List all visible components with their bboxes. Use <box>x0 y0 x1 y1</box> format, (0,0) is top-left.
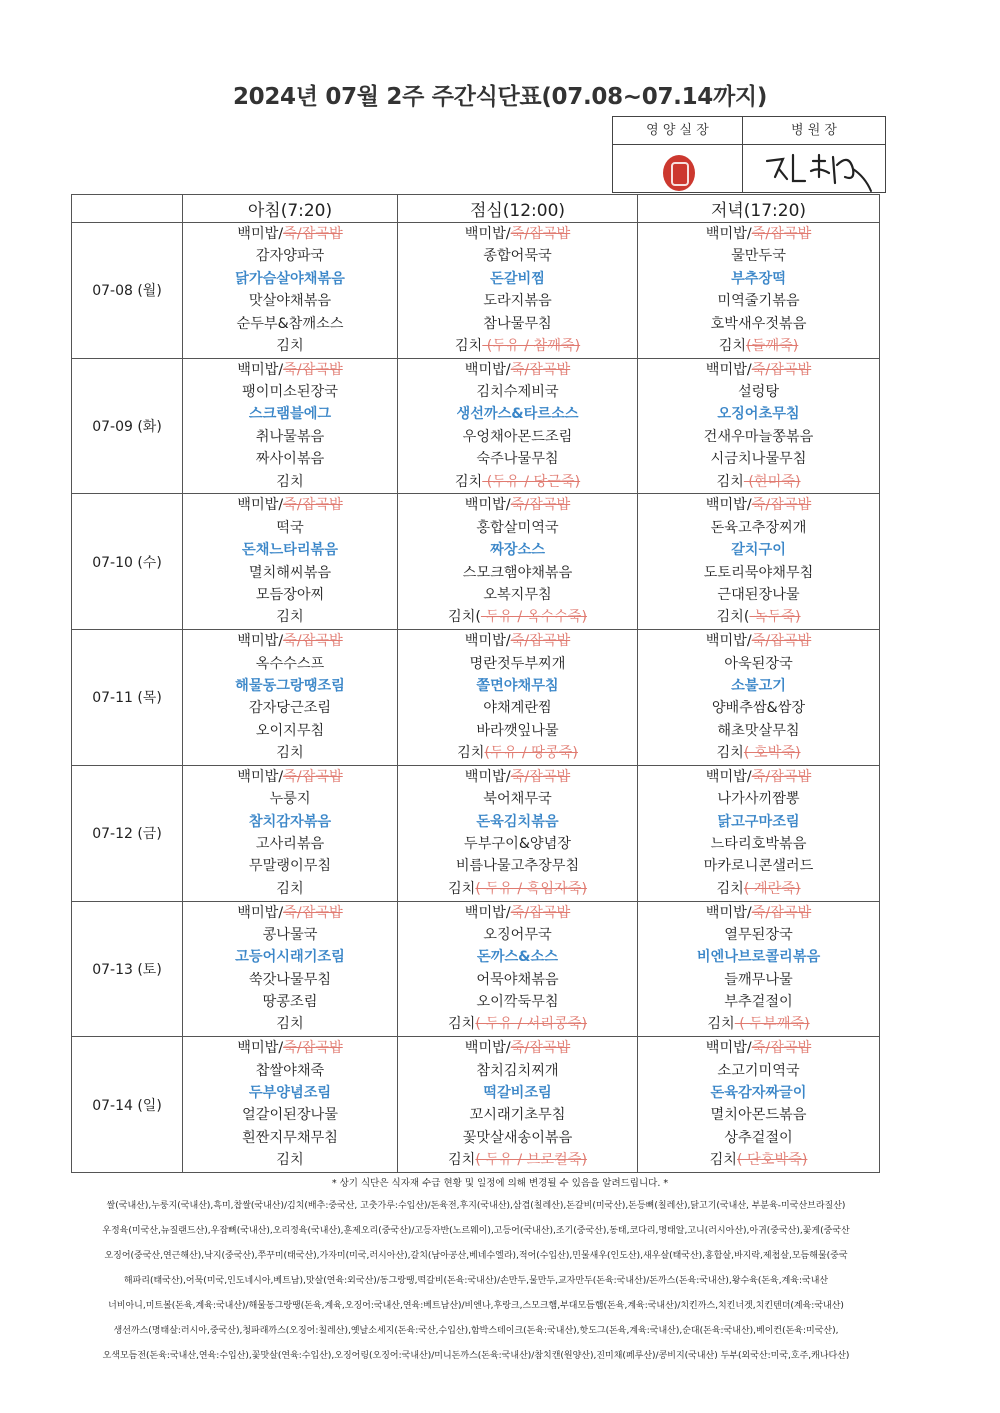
main-dish: 참치감자볶음 <box>248 813 332 830</box>
rice-crossed-note: 죽/잡곡밥 <box>751 904 812 921</box>
rice-line <box>398 494 637 516</box>
rice-label: 백미밥/ <box>464 904 511 921</box>
kimchi-line <box>638 1013 879 1035</box>
origin-line: 쌀(국내산),누룽지(국내산),흑미,찹쌀(국내산)/김치(배추:중국산, 고춧가루:수입산)/돈육전,후지(국내산),삼겹(칠레산),돈갈비(미국산),돈등뼈(칠레산),닭고기(국내산, 부분육-미국산브라질산) <box>106 1201 846 1211</box>
porridge-crossed-note: ( 단호박죽) <box>737 1152 808 1169</box>
menu-cell-breakfast <box>183 765 398 901</box>
kimchi-line <box>183 335 397 357</box>
menu-row <box>72 765 880 901</box>
rice-crossed-note: 죽/잡곡밥 <box>510 904 571 921</box>
kimchi-line <box>638 742 879 764</box>
origin-line: 해파리(태국산),어묵(미국,인도네시아,베트남),맛살(연육:외국산)/동그랑땡,떡갈비(돈육:국내산)/손만두,물만두,교자만두(돈육:국내산)/돈까스(돈육:국내산),왕수육(돈육,계육:국내산 <box>123 1276 829 1286</box>
main-dish: 소불고기 <box>731 677 786 694</box>
dish-item: 오이지무침 <box>255 722 325 739</box>
rice-line <box>638 359 879 381</box>
menu-cell-dinner <box>638 358 880 494</box>
director-signature-box <box>743 145 885 192</box>
kimchi-line <box>398 1013 637 1035</box>
change-notice: * 상기 식단은 식자재 수급 현황 및 일정에 의해 변경될 수 있음을 알려드립니다. * <box>331 1178 669 1189</box>
kimchi-label: 김치 <box>276 473 304 490</box>
rice-label: 백미밥/ <box>705 497 752 514</box>
main-dish: 부추장떡 <box>731 270 786 287</box>
dish-item: 참치김치찌개 <box>476 1062 559 1079</box>
main-dish: 돈까스&소스 <box>477 949 558 966</box>
dish-item: 들깨무나물 <box>724 971 793 988</box>
menu-cell-dinner <box>638 494 880 630</box>
menu-body <box>72 223 880 1173</box>
dish-item: 김치수제비국 <box>476 384 559 401</box>
dish-item: 북어채무국 <box>483 791 552 808</box>
menu-cell-breakfast <box>183 1037 398 1173</box>
dish-item: 떡국 <box>276 519 304 536</box>
main-dish: 돈채느타리볶음 <box>242 542 338 559</box>
rice-label: 백미밥/ <box>464 633 511 650</box>
menu-cell-breakfast <box>183 630 398 766</box>
kimchi-label: 김치 <box>454 473 483 490</box>
dish-item: 모듬장아찌 <box>255 586 325 603</box>
kimchi-label: 김치 <box>276 1016 304 1033</box>
page-title: 2024년 07월 2주 주간식단표(07.08~07.14까지) <box>232 84 768 110</box>
rice-line <box>183 766 397 788</box>
rice-line <box>638 223 879 245</box>
rice-label: 백미밥/ <box>237 497 284 514</box>
kimchi-label: 김치 <box>716 473 744 490</box>
dish-item: 해초맛살무침 <box>717 722 800 739</box>
dish-item: 아욱된장국 <box>724 655 793 672</box>
rice-line <box>183 1037 397 1059</box>
rice-crossed-note: 죽/잡곡밥 <box>751 226 812 242</box>
menu-cell-breakfast <box>183 223 398 359</box>
kimchi-label: 김치 <box>276 609 304 626</box>
rice-line <box>398 1037 637 1059</box>
origin-line: 우정육(미국산,뉴질랜드산),우잡뼈(국내산),오리정육(국내산),훈제오리(중국산)/고등자반(노르웨이),고등어(국내산),조기(중국산),동태,코다리,명태알,고니(러시아산),아귀(중국산),꽃게(중국산 <box>102 1226 850 1236</box>
menu-header-row <box>72 195 880 223</box>
kimchi-line <box>398 878 637 900</box>
menu-row <box>72 223 880 359</box>
main-dish: 오징어초무침 <box>717 406 800 423</box>
menu-cell-lunch <box>398 1037 638 1173</box>
dish-item: 느타리호박볶음 <box>710 835 807 852</box>
rice-crossed-note: 죽/잡곡밥 <box>510 497 571 514</box>
dish-item: 오징어무국 <box>483 926 552 943</box>
dish-item: 콩나물국 <box>262 926 318 943</box>
rice-label: 백미밥/ <box>464 1040 511 1057</box>
main-dish: 짜장소스 <box>490 542 545 559</box>
kimchi-line <box>638 878 879 900</box>
approval-nutrition-head-label: 영 양 실 장 <box>613 117 743 145</box>
menu-row <box>72 1037 880 1173</box>
dish-item: 호박새우젓볶음 <box>710 315 807 332</box>
menu-cell-lunch <box>398 494 638 630</box>
kimchi-line <box>638 335 879 357</box>
kimchi-label: 김치 <box>716 880 744 897</box>
kimchi-line <box>183 742 397 764</box>
rice-line <box>398 223 637 245</box>
menu-cell-lunch <box>398 765 638 901</box>
rice-line <box>183 359 397 381</box>
menu-cell-dinner <box>638 223 880 359</box>
dish-item: 참나물무침 <box>483 315 552 332</box>
menu-date: 07-12 (금) <box>72 765 183 901</box>
porridge-crossed-note: ( 호박죽) <box>743 745 801 762</box>
menu-cell-breakfast <box>183 901 398 1037</box>
origin-line: 너비아니,미트볼(돈육,계육:국내산)/해물동그랑땡(돈육,계육,오징어:국내산,연육:베트남산)/비엔나,후랑크,스모크햄,부대모듬햄(돈육,계육:국내산)/치킨까스,치킨너겟,치킨텐더(계육:국내산) <box>108 1301 844 1311</box>
porridge-crossed-note: (들깨죽) <box>746 337 799 354</box>
dish-item: 야채계란찜 <box>483 700 552 717</box>
rice-label: 백미밥/ <box>237 361 284 378</box>
rice-crossed-note: 죽/잡곡밥 <box>283 1040 343 1057</box>
weekly-menu-table <box>71 194 880 1173</box>
porridge-crossed-note: (두유 / 당근죽) <box>482 473 581 490</box>
rice-crossed-note: 죽/잡곡밥 <box>283 226 343 242</box>
dish-item: 건새우마늘쫑볶음 <box>703 428 814 445</box>
handwritten-signature <box>753 147 883 197</box>
rice-crossed-note: 죽/잡곡밥 <box>751 497 812 514</box>
kimchi-line <box>638 471 879 493</box>
dish-item: 오이깍둑무침 <box>476 994 559 1011</box>
rice-crossed-note: 죽/잡곡밥 <box>751 768 812 785</box>
dish-item: 팽이미소된장국 <box>242 384 338 401</box>
kimchi-line <box>398 606 637 628</box>
kimchi-label: 김치 <box>276 745 304 762</box>
rice-label: 백미밥/ <box>705 226 752 242</box>
rice-crossed-note: 죽/잡곡밥 <box>510 226 571 242</box>
rice-line <box>183 630 397 652</box>
dish-item: 소고기미역국 <box>717 1062 800 1079</box>
main-dish: 생선까스&타르소스 <box>456 406 579 423</box>
menu-cell-dinner <box>638 630 880 766</box>
menu-cell-dinner <box>638 1037 880 1173</box>
dish-item: 맛살야채볶음 <box>248 293 332 310</box>
dish-item: 스모크햄야채볶음 <box>462 564 573 581</box>
rice-label: 백미밥/ <box>705 768 752 785</box>
rice-label: 백미밥/ <box>705 361 752 378</box>
dish-item: 멸치해씨볶음 <box>248 564 332 581</box>
porridge-crossed-note: ( 두유 / 흑임자죽) <box>475 880 588 897</box>
dish-item: 옥수수스프 <box>255 655 325 672</box>
main-dish: 돈갈비찜 <box>490 270 545 287</box>
rice-line <box>183 494 397 516</box>
approval-director-label: 병 원 장 <box>743 117 885 145</box>
rice-label: 백미밥/ <box>237 768 284 785</box>
main-dish: 비엔나브로콜리볶음 <box>696 949 821 966</box>
dish-item: 미역줄기볶음 <box>717 293 800 310</box>
menu-date: 07-13 (토) <box>72 901 183 1037</box>
rice-label: 백미밥/ <box>464 497 511 514</box>
rice-label: 백미밥/ <box>237 904 284 921</box>
dish-item: 꼬시래기초무침 <box>469 1107 566 1124</box>
rice-crossed-note: 죽/잡곡밥 <box>283 361 343 378</box>
rice-line <box>638 766 879 788</box>
kimchi-label: 김치 <box>454 337 483 354</box>
menu-row <box>72 901 880 1037</box>
kimchi-line <box>398 471 637 493</box>
rice-label: 백미밥/ <box>237 633 284 650</box>
porridge-crossed-note: 녹두죽) <box>749 609 801 626</box>
header-lunch: 점심(12:00) <box>398 195 638 223</box>
menu-date: 07-08 (월) <box>72 223 183 359</box>
origin-line: 오색모듬전(돈육:국내산,연육:수입산),꽃맛살(연육:수입산),오징어링(오징어:국내산)/미니돈까스(돈육:국내산)/참치캔(원양산),진미채(페루산)/콩비지(국내산) 두부(외국산:미국,호주,캐나다산) <box>102 1351 850 1361</box>
dish-item: 명란젓두부찌개 <box>469 655 566 672</box>
dish-item: 바라깻잎나물 <box>476 722 559 739</box>
menu-cell-breakfast <box>183 494 398 630</box>
kimchi-label: 김치( <box>716 609 750 626</box>
menu-cell-lunch <box>398 223 638 359</box>
dish-item: 누룽지 <box>269 791 311 808</box>
rice-label: 백미밥/ <box>464 226 511 242</box>
main-dish: 두부양념조림 <box>248 1085 332 1101</box>
kimchi-line <box>183 606 397 628</box>
kimchi-label: 김치 <box>276 337 304 354</box>
rice-crossed-note: 죽/잡곡밥 <box>510 633 571 650</box>
rice-label: 백미밥/ <box>237 226 284 242</box>
menu-cell-dinner <box>638 901 880 1037</box>
dish-item: 오복지무침 <box>483 586 552 603</box>
porridge-crossed-note: (두유 / 참깨죽) <box>482 337 581 354</box>
dish-item: 물만두국 <box>731 248 786 265</box>
kimchi-line <box>183 878 397 900</box>
porridge-crossed-note: ( 두유 / 서리콩죽) <box>475 1016 588 1033</box>
rice-label: 백미밥/ <box>237 1040 284 1057</box>
rice-line <box>398 359 637 381</box>
menu-cell-dinner <box>638 765 880 901</box>
porridge-crossed-note: ( 계란죽) <box>743 880 801 897</box>
kimchi-line <box>638 606 879 628</box>
rice-label: 백미밥/ <box>464 361 511 378</box>
rice-crossed-note: 죽/잡곡밥 <box>751 1040 812 1057</box>
dish-item: 두부구이&양념장 <box>464 835 571 852</box>
porridge-crossed-note: (현미죽) <box>743 473 801 490</box>
rice-line <box>638 630 879 652</box>
dish-item: 순두부&참깨소스 <box>236 315 344 332</box>
dish-item: 종합어묵국 <box>483 248 552 265</box>
dish-item: 나가사끼짬뽕 <box>717 791 800 808</box>
rice-crossed-note: 죽/잡곡밥 <box>510 1040 571 1057</box>
rice-crossed-note: 죽/잡곡밥 <box>510 361 571 378</box>
porridge-crossed-note: ( 두유 / 브로컬죽) <box>475 1152 588 1169</box>
kimchi-label: 김치 <box>709 1152 737 1169</box>
main-dish: 돈육감자짜글이 <box>710 1085 807 1101</box>
kimchi-line <box>398 742 637 764</box>
kimchi-label: 김치 <box>447 1016 476 1033</box>
dish-item: 감자양파국 <box>255 248 325 265</box>
main-dish: 닭가슴살야채볶음 <box>235 270 345 287</box>
nutrition-head-seal-box <box>613 145 743 192</box>
dish-item: 부추겉절이 <box>724 994 793 1011</box>
rice-line <box>398 630 637 652</box>
rice-crossed-note: 죽/잡곡밥 <box>751 633 812 650</box>
main-dish: 떡갈비조림 <box>483 1085 552 1101</box>
dish-item: 열무된장국 <box>724 926 793 943</box>
dish-item: 근대된장나물 <box>717 586 800 603</box>
kimchi-label: 김치 <box>276 880 304 897</box>
kimchi-line <box>183 471 397 493</box>
kimchi-line <box>183 1149 397 1171</box>
menu-cell-lunch <box>398 358 638 494</box>
dish-item: 흰짠지무채무침 <box>242 1129 338 1146</box>
porridge-crossed-note: (두유 / 땅콩죽) <box>484 745 578 762</box>
kimchi-line <box>398 1149 637 1171</box>
dish-item: 취나물볶음 <box>255 428 325 445</box>
dish-item: 감자당근조림 <box>248 700 332 717</box>
menu-row <box>72 630 880 766</box>
dish-item: 양배추쌈&쌈장 <box>711 700 806 717</box>
menu-date: 07-14 (일) <box>72 1037 183 1173</box>
dish-item: 어묵야채볶음 <box>476 971 559 988</box>
main-dish: 스크램블에그 <box>248 406 332 423</box>
approval-box <box>612 116 886 193</box>
kimchi-label: 김치 <box>716 745 744 762</box>
kimchi-label: 김치 <box>457 745 485 762</box>
menu-date: 07-11 (목) <box>72 630 183 766</box>
kimchi-line <box>638 1149 879 1171</box>
dish-item: 숙주나물무침 <box>476 451 559 468</box>
main-dish: 돈육김치볶음 <box>476 813 559 830</box>
kimchi-label: 김치 <box>447 880 476 897</box>
rice-label: 백미밥/ <box>464 768 511 785</box>
header-empty-cell <box>72 195 183 223</box>
dish-item: 얼갈이된장나물 <box>242 1107 338 1124</box>
menu-row <box>72 358 880 494</box>
rice-crossed-note: 죽/잡곡밥 <box>283 768 343 785</box>
dish-item: 꽃맛살새송이볶음 <box>462 1129 573 1146</box>
porridge-crossed-note: ( 두부깨죽) <box>734 1016 810 1033</box>
kimchi-line <box>183 1013 397 1035</box>
header-breakfast: 아침(7:20) <box>183 195 398 223</box>
rice-crossed-note: 죽/잡곡밥 <box>283 633 343 650</box>
menu-date: 07-09 (화) <box>72 358 183 494</box>
dish-item: 시금치나물무침 <box>710 451 807 468</box>
menu-cell-lunch <box>398 630 638 766</box>
dish-item: 고사리볶음 <box>255 835 325 852</box>
rice-line <box>183 223 397 245</box>
menu-cell-lunch <box>398 901 638 1037</box>
dish-item: 찹쌀야채죽 <box>255 1062 325 1079</box>
menu-row <box>72 494 880 630</box>
menu-cell-breakfast <box>183 358 398 494</box>
rice-crossed-note: 죽/잡곡밥 <box>751 361 812 378</box>
menu-date: 07-10 (수) <box>72 494 183 630</box>
rice-label: 백미밥/ <box>705 904 752 921</box>
dish-item: 짜사이볶음 <box>255 451 325 468</box>
dish-item: 우엉채아몬드조림 <box>462 428 573 445</box>
rice-label: 백미밥/ <box>705 633 752 650</box>
dish-item: 홍합살미역국 <box>476 519 559 536</box>
dish-item: 설렁탕 <box>737 384 780 401</box>
dish-item: 무말랭이무침 <box>248 858 332 875</box>
rice-crossed-note: 죽/잡곡밥 <box>283 497 343 514</box>
main-dish: 고등어시래기조림 <box>235 949 345 966</box>
origin-line: 오징어(중국산,연근해산),낙지(중국산),쭈꾸미(태국산),가자미(미국,러시아산),갈치(남아공산,베네수엘라),적어(수입산),민물새우(인도산),새우살(태국산),홍합살,바지락,제첩살,모듬해물(중국 <box>104 1251 848 1261</box>
kimchi-label: 김치 <box>718 337 747 354</box>
rice-line <box>398 766 637 788</box>
main-dish: 해물동그랑땡조림 <box>235 677 345 694</box>
dish-item: 돈육고추장찌개 <box>710 519 807 536</box>
rice-line <box>398 902 637 924</box>
dish-item: 비름나물고추장무침 <box>455 858 580 875</box>
kimchi-label: 김치 <box>447 1152 476 1169</box>
kimchi-label: 김치 <box>707 1016 735 1033</box>
rice-line <box>183 902 397 924</box>
main-dish: 닭고구마조림 <box>717 813 800 830</box>
rice-label: 백미밥/ <box>705 1040 752 1057</box>
dish-item: 멸치아몬드볶음 <box>710 1107 807 1124</box>
kimchi-label: 김치 <box>276 1152 304 1169</box>
dish-item: 땅콩조림 <box>262 994 318 1011</box>
origin-info <box>70 1194 882 1369</box>
kimchi-line <box>398 335 637 357</box>
rice-line <box>638 902 879 924</box>
dish-item: 쑥갓나물무침 <box>248 971 332 988</box>
rice-crossed-note: 죽/잡곡밥 <box>510 768 571 785</box>
rice-line <box>638 494 879 516</box>
main-dish: 갈치구이 <box>731 542 786 559</box>
header-dinner: 저녁(17:20) <box>638 195 880 223</box>
kimchi-label: 김치( <box>447 609 481 626</box>
dish-item: 도토리묵야채무침 <box>703 564 814 581</box>
porridge-crossed-note: 두유 / 옥수수죽) <box>480 609 588 626</box>
dish-item: 도라지볶음 <box>483 293 552 310</box>
origin-line: 생선까스(명태살:러시아,중국산),청파래까스(오징어:칠레산),옛날소세지(돈육:국산,수입산),함박스테이크(돈육:국내산),핫도그(돈육,계육:국내산),순대(돈육:국내산),베이컨(돈육:미국산), <box>113 1326 839 1336</box>
dish-item: 상추겉절이 <box>724 1129 793 1146</box>
dish-item: 마카로니콘샐러드 <box>703 858 814 875</box>
main-dish: 쫄면야채무침 <box>476 677 559 694</box>
rice-line <box>638 1037 879 1059</box>
red-seal-stamp <box>663 155 695 191</box>
rice-crossed-note: 죽/잡곡밥 <box>283 904 343 921</box>
